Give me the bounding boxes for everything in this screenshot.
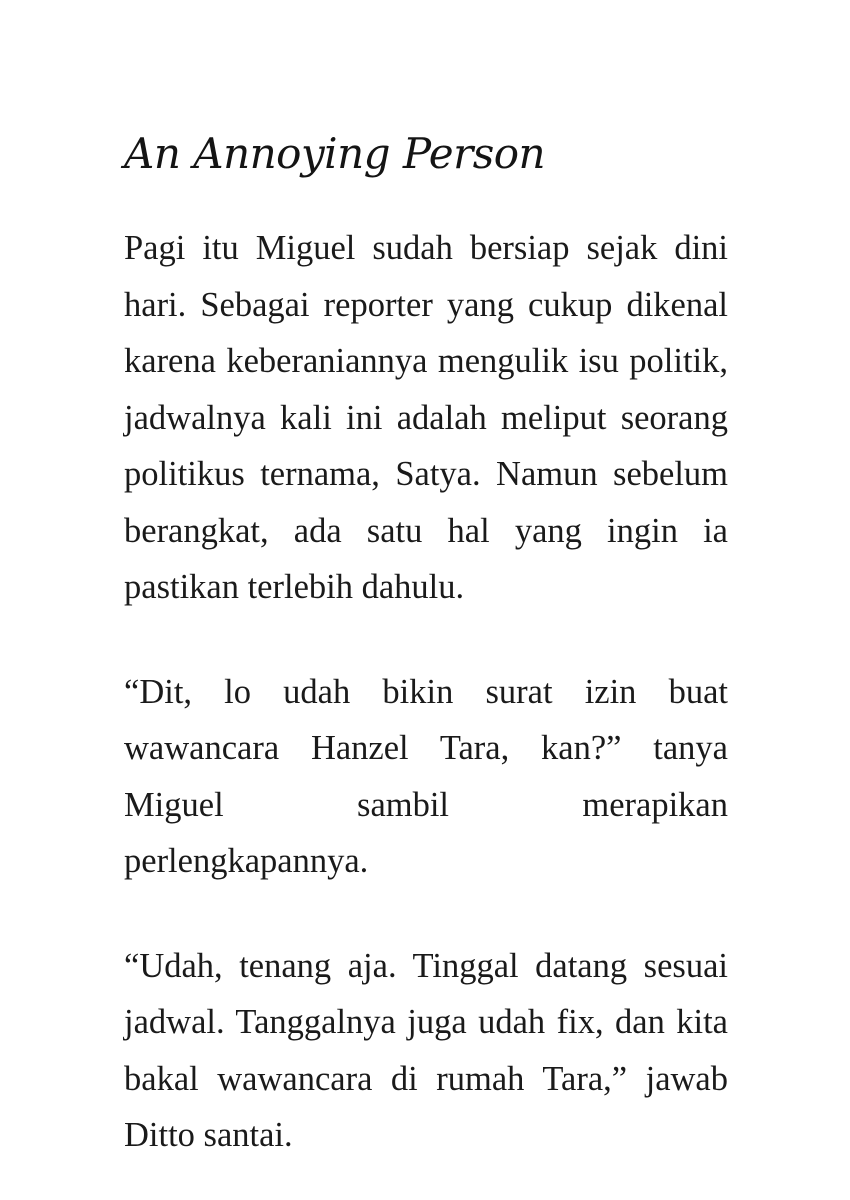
- paragraph-1: Pagi itu Miguel sudah bersiap sejak dini hari. Sebagai reporter yang cukup dikenal karena keberaniannya mengulik isu politik, jadwalnya kali ini adalah meliput seorang politikus ternama, Satya. Namun sebelum berangkat, ada satu hal yang ingin ia pastikan terlebih dahulu.: [124, 229, 728, 606]
- paragraph-2: “Dit, lo udah bikin surat izin buat wawancara Hanzel Tara, kan?” tanya Miguel sambil merapikan perlengkapannya.: [124, 672, 728, 880]
- paragraph-3: “Udah, tenang aja. Tinggal datang sesuai jadwal. Tanggalnya juga udah fix, dan kita bakal wawancara di rumah Tara,” jawab Ditto santai.: [124, 946, 728, 1154]
- chapter-title: An Annoying Person: [124, 129, 546, 178]
- chapter-body: [124, 220, 728, 1164]
